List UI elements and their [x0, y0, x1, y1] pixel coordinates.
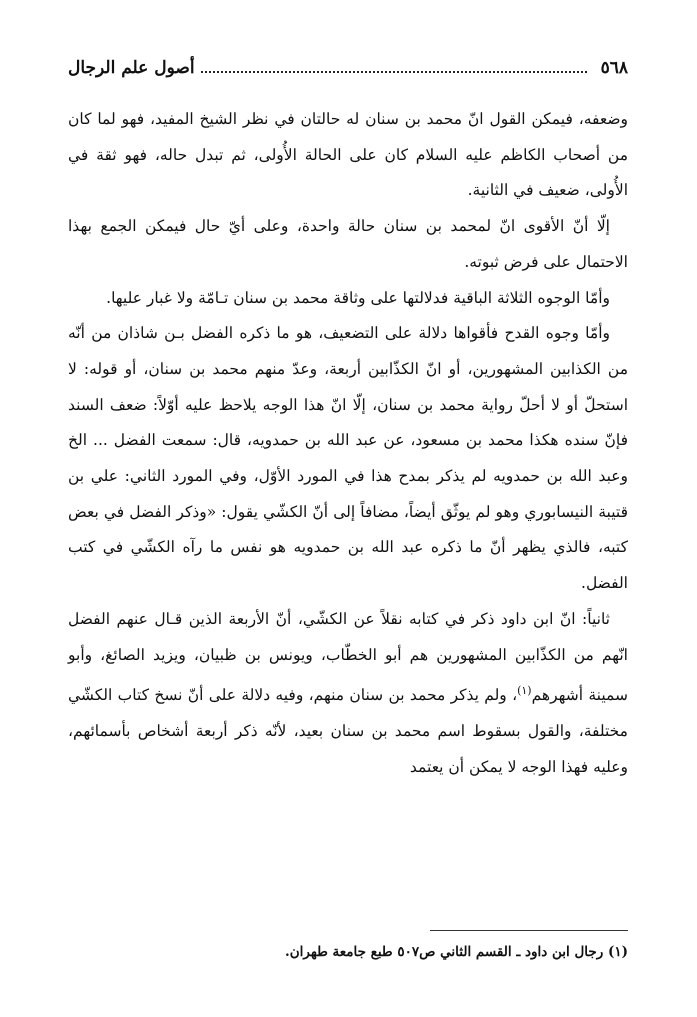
page-body [68, 102, 628, 786]
footnote-separator [430, 930, 628, 931]
paragraph-text: ثانياً: انّ ابن داود ذكر في كتابه نقلاً عن الكشّي، أنّ الأربعة الذين قـال عنهم الفضل انّهم من الكذّابين المشهورين هم أبو الخطّاب، ويونس بن ظبيان، ويزيد الصائغ، وأبو سمينة أشهرهم [68, 609, 628, 705]
footnote-reference[interactable]: (١) [517, 684, 532, 698]
paragraph: وأمّا وجوه القدح فأقواها دلالة على التضعيف، هو ما ذكره الفضل بـن شاذان من أنّه من الكذابين المشهورين، أو انّ الكذّابين أربعة، وعدّ منهم محمد بن سنان، أو قوله: لا استحلّ أو لا أحلّ رواية محمد بن سنان، إلّا انّ هذا الوجه يلاحظ عليه أوّلاً: ضعف السند فإنّ سنده هكذا محمد بن مسعود، عن عبد الله بن حمدويه، قال: سمعت الفضل ... الخ وعبد الله بن حمدويه لم يذكر بمدح هذا في المورد الأوّل، وفي المورد الثاني: علي بن قتيبة النيسابوري وهو لم يوثّق أيضاً، مضافاً إلى أنّ الكشّي يقول: «وذكر الفضل في بعض كتبه، فالذي يظهر أنّ ما ذكره عبد الله بن حمدويه هو نفس ما رآه الكشّي في كتب الفضل. [68, 324, 628, 593]
page-number: ٥٦٨ [600, 58, 628, 78]
book-page [68, 48, 628, 978]
footnote: (١) رجال ابن داود ـ القسم الثاني ص٥٠٧ طبع جامعة طهران. [285, 944, 628, 960]
paragraph-text: ، ولم يذكر محمد بن سنان منهم، وفيه دلالة على أنّ نسخ كتاب الكشّي مختلفة، والقول بسقوط اسم محمد بن سنان بعيد، لأنّه ذكر أربعة أشخاص بأسمائهم، وعليه فهذا الوجه لا يمكن أن يعتمد [68, 686, 628, 776]
paragraph: وأمّا الوجوه الثلاثة الباقية فدلالتها على وثاقة محمد بن سنان تـامّة ولا غبار عليها. [106, 288, 610, 307]
running-header [68, 48, 628, 80]
header-leader-dots [201, 71, 587, 73]
running-title: أصول علم الرجال [68, 58, 195, 78]
paragraph [68, 602, 628, 786]
paragraph: وضعفه، فيمكن القول انّ محمد بن سنان له حالتان في نظر الشيخ المفيد، فهو لما كان من أصحاب الكاظم عليه السلام كان على الحالة الأُولى، ثم تبدل حاله، فهو ثقة في الأُولى، ضعيف في الثانية. [68, 110, 628, 200]
paragraph: إلّا أنّ الأقوى انّ لمحمد بن سنان حالة واحدة، وعلى أيّ حال فيمكن الجمع بهذا الاحتمال على فرض ثبوته. [68, 217, 628, 271]
